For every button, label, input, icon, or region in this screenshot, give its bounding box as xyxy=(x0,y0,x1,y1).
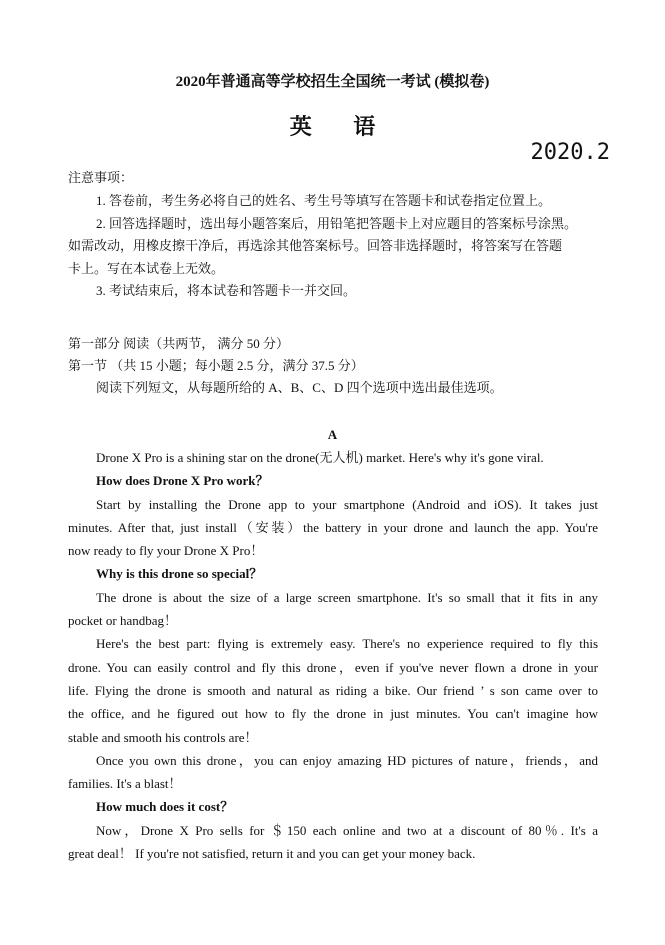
passage-line: Once you own this drone，you can enjoy amazing HD pictures of nature，friends，and xyxy=(96,752,598,768)
exam-date: 2020.2 xyxy=(530,140,610,165)
passage-line: pocket or handbag！ xyxy=(68,613,178,629)
subject-title: 英 语 xyxy=(289,114,394,139)
part-header xyxy=(68,333,598,399)
passage-line: Start by installing the Drone app to your smartphone (Android and iOS). It takes just xyxy=(96,496,598,512)
passage-line: families. It's a blast！ xyxy=(68,776,182,792)
notes-list xyxy=(68,190,598,303)
note-item: 2. 回答选择题时，选出每小题答案后，用铅笔把答题卡上对应题目的答案标号涂黑。 xyxy=(96,215,578,231)
passage-line: Drone X Pro is a shining star on the drone(无人机) market. Here's why it's gone viral. xyxy=(96,450,544,465)
notes-heading: 注意事项： xyxy=(68,170,134,185)
note-item: 3. 考试结束后，将本试卷和答题卡一并交回。 xyxy=(96,283,357,299)
passage-line: life. Flying the drone is smooth and natural as riding a bike. Our friend ’ s son came over to xyxy=(68,682,598,698)
passage-line: minutes. After that, just install（安装）the battery in your drone and launch the app. You're xyxy=(68,519,598,535)
part-title: 第一部分 阅读（共两节， 满分 50 分） xyxy=(68,336,290,351)
passage-heading: How much does it cost？ xyxy=(96,799,234,815)
passage-line: great deal！ If you're not satisfied, return it and you can get your money back. xyxy=(68,846,476,862)
passage-line: drone. You can easily control and fly this drone，even if you've never flown a drone in your xyxy=(68,659,598,675)
passage-line: The drone is about the size of a large screen smartphone. It's so small that it fits in any xyxy=(96,589,598,605)
passage-body xyxy=(68,446,598,865)
passage-label: A xyxy=(327,427,338,442)
note-item: 1. 答卷前，考生务必将自己的姓名、考生号等填写在答题卡和试卷指定位置上。 xyxy=(96,193,552,208)
passage-line: Here's the best part: flying is extremely easy. There's no experience required to fly this xyxy=(96,636,598,652)
passage-line: Now，Drone X Pro sells for ＄150 each online and two at a discount of 80％. It's a xyxy=(96,822,598,838)
exam-title: 2020年普通高等学校招生全国统一考试 (模拟卷) xyxy=(175,74,490,90)
passage-heading: How does Drone X Pro work？ xyxy=(96,473,269,489)
passage-line: stable and smooth his controls are！ xyxy=(68,729,258,745)
section-title: 第一节 （共 15 小题；每小题 2.5 分，满分 37.5 分） xyxy=(68,358,364,373)
passage-line: now ready to fly your Drone X Pro！ xyxy=(68,543,264,559)
note-item: 卡上。写在本试卷上无效。 xyxy=(68,260,225,276)
passage-line: the office, and he figured out how to fly the drone in just minutes. You can't imagine how xyxy=(68,706,598,722)
passage-heading: Why is this drone so special？ xyxy=(96,566,263,582)
section-instruction: 阅读下列短文，从每题所给的 A、B、C、D 四个选项中选出最佳选项。 xyxy=(96,380,503,395)
note-item: 如需改动，用橡皮擦干净后，再选涂其他答案标号。回答非选择题时，将答案写在答题 xyxy=(68,238,563,254)
